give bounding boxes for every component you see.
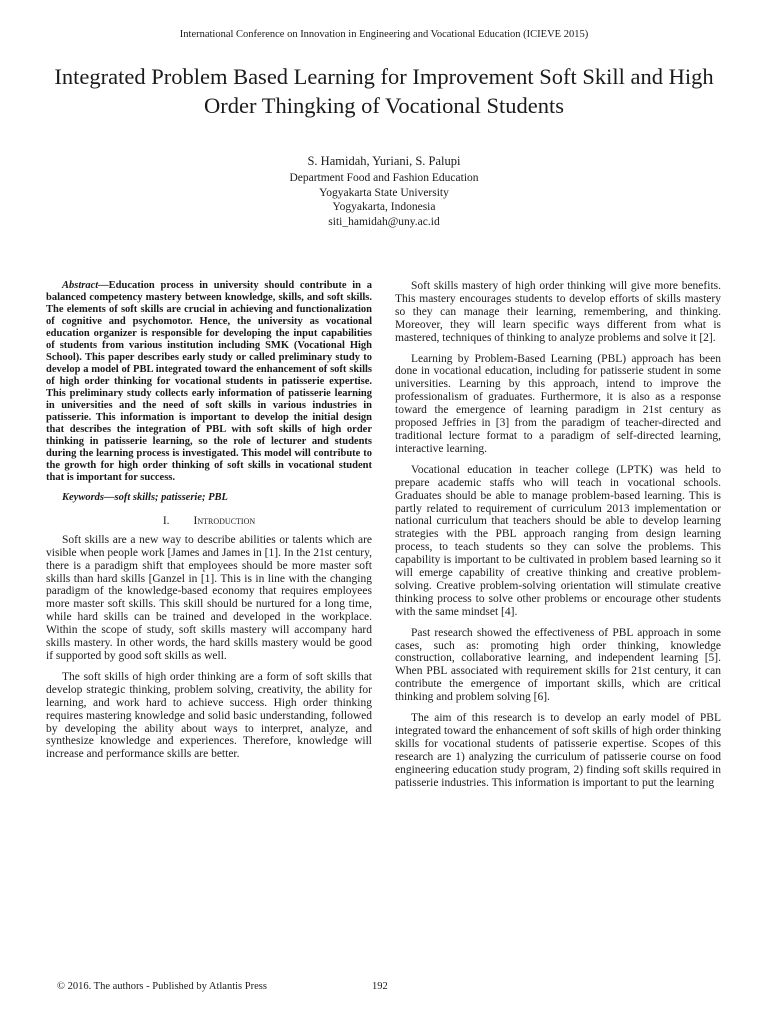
abstract-label: Abstract — [62, 280, 99, 291]
section-title: Introduction — [193, 514, 256, 527]
keywords: Keywords—soft skills; patisserie; PBL — [62, 492, 228, 503]
right-paragraph-4: Past research showed the effectiveness of PBL approach in some cases, such as: promoting high order thinking, knowledge construction, collaborative learning, and independent learning [5]. When PBL associated with requirement skills for 21st century, it can contribute the emergence of important skills, which are critical thinking and problem solving [6]. — [395, 626, 721, 704]
affiliation-location: Yogyakarta, Indonesia — [332, 201, 436, 214]
page-number: 192 — [372, 981, 388, 992]
intro-paragraph-1: Soft skills are a new way to describe abilities or talents which are visible when people work [James and James in [1]. In the 21st century, there is a paradigm shift that employees should be more master soft skills than hard skills [Ganzel in [1]. This is in line with the changing paradigm of the knowledge-based economy that requires employees more master soft skills. This skill should be nurtured for a long time, while hard skills can be trained and developed in the workplace. Within the scope of study, soft skills mastery will accompany hard skills mastery. In other words, the hard skills mastery would be good if supported by good soft skills as well. — [46, 533, 372, 662]
section-heading-introduction — [46, 515, 372, 528]
abstract-text: —Education process in university should contribute in a balanced competency mastery between knowledge, skills, and soft skills. The elements of soft skills are crucial in achieving and functionalization of cognitive and psychomotor. Hence, the university as vocational education organizer is responsible for developing the input capabilities of students from various institution including SMK (Vocational High School). This paper describes early study or called preliminary study to develop a model of PBL integrated toward the enhancement of soft skills of high order thinking for vocational students in patisserie expertise. This preliminary study collects early information of patisserie learning in universities and the need of soft skills in various industries in patisserie. This information is important to develop the initial design that describes the integration of PBL with soft skills of high order thinking in patisserie learning, so the role of lecturer and students during the learning process is investigated. This model will contribute to the growth for high order thinking of soft skills in vocational student that is important for success. — [46, 280, 372, 483]
right-paragraph-1: Soft skills mastery of high order thinking will give more benefits. This mastery encourages students to develop efforts of skills mastery so they can manage their learning, remembering, and thinking. Moreover, they will learn specific ways different from what is mastered, techniques of thinking to analyze problems and solve it [2]. — [395, 280, 721, 344]
abstract — [46, 280, 372, 484]
affiliation-university: Yogyakarta State University — [319, 186, 449, 199]
right-paragraph-5: The aim of this research is to develop an early model of PBL integrated toward the enhancement of soft skills of high order thinking skills for vocational students of patisserie expertise. Scopes of this research are 1) analyzing the curriculum of patisserie course on food engineering education study program, 2) finding soft skills required in patisserie industries. This information is important to put the learning — [395, 712, 721, 789]
left-column — [46, 280, 372, 769]
affiliation — [0, 171, 768, 229]
affiliation-department: Department Food and Fashion Education — [289, 172, 479, 184]
affiliation-email: siti_hamidah@uny.ac.id — [328, 215, 440, 228]
section-number: I. — [162, 514, 170, 527]
intro-paragraph-2: The soft skills of high order thinking are a form of soft skills that develop strategic thinking, problem solving, creativity, the ability for learning, and work hard to achieve success. High order thinking requires mastering knowledge and solid basic understanding, followed by developing the ability about ways to interpret, analyze, and synthesize knowledge and experiences. Therefore, knowledge will increase and performance skills are better. — [46, 670, 372, 761]
running-head: International Conference on Innovation in Engineering and Vocational Education (ICIEVE 2015) — [179, 29, 589, 40]
paper-title: Integrated Problem Based Learning for Improvement Soft Skill and High Order Thingking of Vocational Students — [54, 64, 714, 118]
right-paragraph-3: Vocational education in teacher college (LPTK) was held to prepare academic staffs who will teach in vocational schools. Graduates should be able to manage problem-based learning. This is partly related to requirement of curriculum 2013 implementation or national curriculum that teachers should be able to develop learning strategies with the PBL approach ranging from design learning process, to teach students so they can solve the problems. This capability is important to be cultivated in problem based learning so it will emerge capability of creative thinking and creative problem-solving. Creative problem-solving orientation will stimulate creative thinking process to solve other problems or encourage other students with the same mindset [4]. — [395, 463, 721, 618]
author-list: S. Hamidah, Yuriani, S. Palupi — [307, 154, 461, 168]
right-column — [395, 280, 721, 798]
footer-copyright: © 2016. The authors - Published by Atlantis Press — [57, 981, 267, 992]
right-paragraph-2: Learning by Problem-Based Learning (PBL) approach has been done in vocational education, including for patisserie student in some universities. Learning by this approach, intend to improve the professionalism of graduates. Furthermore, it is also as a response toward the emergence of learning paradigm in 21st century as proposed Jeffries in [3] from the paradigm of teacher-directed and traditional lecture format to a paradigm of self-directed learning, interactive learning. — [395, 352, 721, 455]
